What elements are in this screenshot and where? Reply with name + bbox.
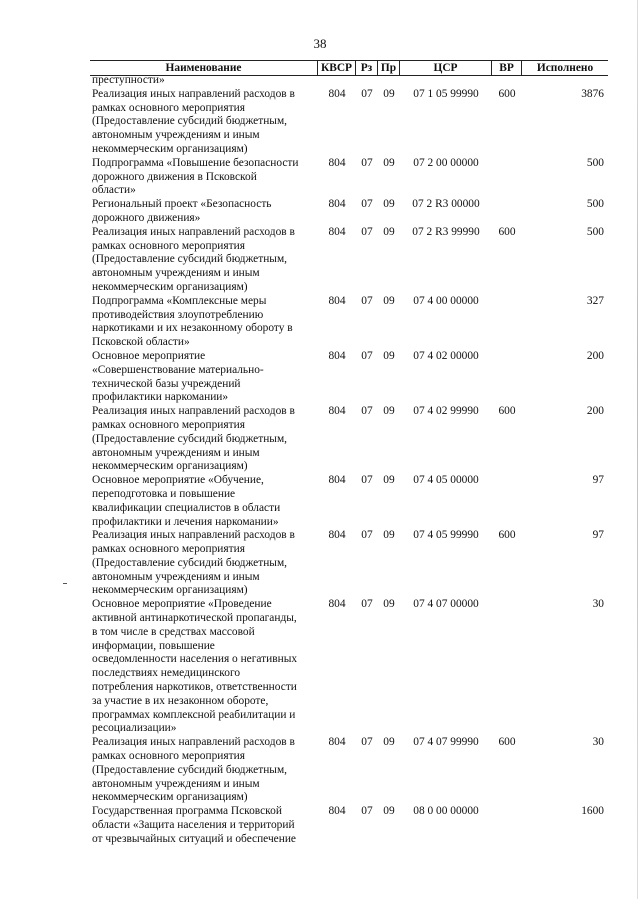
row-csr: 07 4 05 00000 — [413, 474, 479, 487]
row-done: 30 — [592, 598, 604, 611]
table-row — [90, 74, 608, 88]
row-name — [90, 529, 318, 598]
row-name-line: рамках основного мероприятия — [92, 101, 245, 114]
row-csr: 07 2 R3 00000 — [412, 198, 480, 211]
row-name-line: противодействия злоупотреблению — [92, 308, 264, 321]
row-done: 200 — [586, 405, 604, 418]
row-done — [522, 74, 608, 88]
row-name — [90, 350, 318, 405]
row-name-line: программах комплексной реабилитации и — [92, 708, 296, 721]
row-name-line: рамках основного мероприятия — [92, 543, 245, 556]
row-name-line: технической базы учреждений — [92, 377, 241, 390]
table-body — [90, 74, 608, 847]
row-name-line: (Предоставление субсидий бюджетным, — [92, 556, 287, 569]
table-row — [90, 226, 608, 295]
table-row — [90, 598, 608, 736]
header-name: Наименование — [90, 61, 318, 75]
row-vr — [492, 157, 522, 198]
row-name — [90, 295, 318, 350]
row-name-line: Реализация иных направлений расходов в — [92, 225, 295, 238]
row-name-line: «Совершенствование материально- — [92, 363, 264, 376]
row-csr: 07 4 05 99990 — [413, 529, 479, 542]
row-name-line: (Предоставление субсидий бюджетным, — [92, 253, 287, 266]
row-kvsr: 804 — [328, 736, 346, 749]
row-name-line: Основное мероприятие «Обучение, — [92, 474, 264, 487]
row-kvsr: 804 — [328, 474, 346, 487]
row-pr: 09 — [383, 598, 395, 611]
header-csr: ЦСР — [400, 61, 492, 75]
row-kvsr: 804 — [328, 805, 346, 818]
row-name-line: рамках основного мероприятия — [92, 239, 245, 252]
row-done: 97 — [592, 529, 604, 542]
row-name — [90, 805, 318, 846]
row-kvsr: 804 — [328, 198, 346, 211]
row-vr: 600 — [498, 87, 516, 100]
row-vr — [492, 295, 522, 350]
row-pr: 09 — [383, 198, 395, 211]
row-done: 327 — [586, 294, 604, 307]
header-pr: Пр — [378, 61, 400, 75]
row-name-line: (Предоставление субсидий бюджетным, — [92, 115, 287, 128]
row-kvsr: 804 — [328, 529, 346, 542]
row-name-line: Региональный проект «Безопасность — [92, 198, 272, 211]
row-csr: 07 4 02 99990 — [413, 405, 479, 418]
row-name — [90, 226, 318, 295]
row-name-line: области» — [92, 184, 136, 197]
row-name — [90, 598, 318, 736]
row-name-line: некоммерческим организациям) — [92, 142, 248, 155]
scan-edge — [637, 0, 638, 899]
row-name-line: Основное мероприятие — [92, 349, 206, 362]
row-kvsr: 804 — [328, 294, 346, 307]
table-row — [90, 529, 608, 598]
header-rz: Рз — [356, 61, 378, 75]
row-name-line: некоммерческим организациям) — [92, 791, 248, 804]
row-name-line: квалификации специалистов в области — [92, 501, 281, 514]
row-name-line: рамках основного мероприятия — [92, 418, 245, 431]
row-done: 30 — [592, 736, 604, 749]
row-name-line: некоммерческим организациям) — [92, 280, 248, 293]
row-csr: 08 0 00 00000 — [413, 805, 479, 818]
row-name-line: Подпрограмма «Повышение безопасности — [92, 156, 299, 169]
row-vr — [492, 598, 522, 736]
row-name-line: некоммерческим организациям) — [92, 460, 248, 473]
row-rz — [356, 74, 378, 88]
scan-mark — [63, 583, 67, 584]
row-name-line: дорожного движения в Псковской — [92, 170, 257, 183]
row-name-line: Подпрограмма «Комплексные меры — [92, 294, 267, 307]
row-name-line: потребления наркотиков, ответственности — [92, 681, 297, 694]
row-pr: 09 — [383, 474, 395, 487]
row-done: 3876 — [581, 87, 604, 100]
table-row — [90, 350, 608, 405]
row-csr — [400, 74, 492, 88]
row-name — [90, 736, 318, 805]
row-vr: 600 — [498, 405, 516, 418]
row-name-line: автономным учреждениям и иным — [92, 129, 260, 142]
row-name-line: автономным учреждениям и иным — [92, 570, 260, 583]
row-name — [90, 474, 318, 529]
row-rz: 07 — [361, 349, 373, 362]
table-row — [90, 88, 608, 157]
row-pr: 09 — [383, 225, 395, 238]
row-vr — [492, 474, 522, 529]
row-name — [90, 157, 318, 198]
row-rz: 07 — [361, 529, 373, 542]
row-csr: 07 4 02 00000 — [413, 349, 479, 362]
row-kvsr — [318, 74, 356, 88]
row-name-line: осведомленности населения о негативных — [92, 653, 298, 666]
row-rz: 07 — [361, 198, 373, 211]
row-name-line: от чрезвычайных ситуаций и обеспечение — [92, 832, 296, 845]
row-name-line: автономным учреждениям и иным — [92, 446, 260, 459]
row-pr: 09 — [383, 405, 395, 418]
row-name-line: (Предоставление субсидий бюджетным, — [92, 763, 287, 776]
row-name-line: информации, повышение — [92, 639, 215, 652]
row-name-line: некоммерческим организациям) — [92, 584, 248, 597]
row-kvsr: 804 — [328, 349, 346, 362]
row-kvsr: 804 — [328, 225, 346, 238]
row-rz: 07 — [361, 598, 373, 611]
row-name-line: ресоциализации» — [92, 722, 177, 735]
row-done: 1600 — [581, 805, 604, 818]
row-vr — [492, 198, 522, 226]
row-pr: 09 — [383, 805, 395, 818]
row-pr: 09 — [383, 156, 395, 169]
row-rz: 07 — [361, 294, 373, 307]
row-rz: 07 — [361, 405, 373, 418]
row-vr — [492, 74, 522, 88]
row-name-line: Псковской области» — [92, 336, 190, 349]
row-name-line: наркотиками и их незаконному обороту в — [92, 322, 293, 335]
row-pr: 09 — [383, 529, 395, 542]
row-name-line: Реализация иных направлений расходов в — [92, 736, 295, 749]
row-name — [90, 405, 318, 474]
row-pr: 09 — [383, 294, 395, 307]
row-rz: 07 — [361, 225, 373, 238]
table-row — [90, 405, 608, 474]
row-rz: 07 — [361, 87, 373, 100]
row-name-line: Реализация иных направлений расходов в — [92, 405, 295, 418]
row-name-line: в том числе в средствах массовой — [92, 625, 255, 638]
header-done: Исполнено — [536, 62, 594, 74]
row-csr: 07 4 00 00000 — [413, 294, 479, 307]
table-row — [90, 295, 608, 350]
row-rz: 07 — [361, 805, 373, 818]
row-name-line: (Предоставление субсидий бюджетным, — [92, 432, 287, 445]
row-name-line: дорожного движения» — [92, 211, 201, 224]
row-name-line: активной антинаркотической пропаганды, — [92, 612, 297, 625]
row-done: 500 — [586, 156, 604, 169]
row-done: 500 — [586, 225, 604, 238]
row-name-line: рамках основного мероприятия — [92, 750, 245, 763]
row-kvsr: 804 — [328, 87, 346, 100]
row-name-line: профилактики и лечения наркомании» — [92, 515, 279, 528]
row-csr: 07 2 R3 99990 — [412, 225, 480, 238]
row-name — [90, 88, 318, 157]
row-rz: 07 — [361, 156, 373, 169]
row-done: 97 — [592, 474, 604, 487]
row-csr: 07 4 07 99990 — [413, 736, 479, 749]
row-kvsr: 804 — [328, 405, 346, 418]
row-csr: 07 2 00 00000 — [413, 156, 479, 169]
row-done: 200 — [586, 349, 604, 362]
row-name-line: автономным учреждениям и иным — [92, 777, 260, 790]
row-vr — [492, 805, 522, 846]
row-vr: 600 — [498, 225, 516, 238]
page-number: 38 — [313, 36, 327, 51]
row-kvsr: 804 — [328, 156, 346, 169]
row-vr — [492, 350, 522, 405]
table-row — [90, 805, 608, 846]
row-pr — [378, 74, 400, 88]
row-name-line: Реализация иных направлений расходов в — [92, 529, 295, 542]
table-row — [90, 736, 608, 805]
row-rz: 07 — [361, 736, 373, 749]
row-name-line: автономным учреждениям и иным — [92, 267, 260, 280]
row-vr: 600 — [498, 529, 516, 542]
row-name-line: переподготовка и повышение — [92, 487, 236, 500]
row-name-line: Основное мероприятие «Проведение — [92, 598, 272, 611]
row-name-line: профилактики наркомании» — [92, 391, 229, 404]
row-rz: 07 — [361, 474, 373, 487]
row-name — [90, 74, 318, 88]
row-done: 500 — [586, 198, 604, 211]
row-name-line: за участие в их незаконном обороте, — [92, 694, 269, 707]
row-name-line: преступности» — [92, 74, 165, 86]
header-vr: ВР — [492, 61, 522, 75]
row-name-line: области «Защита населения и территорий — [92, 819, 295, 832]
row-name-line: Государственная программа Псковской — [92, 805, 282, 818]
row-csr: 07 4 07 00000 — [413, 598, 479, 611]
row-name-line: Реализация иных направлений расходов в — [92, 87, 295, 100]
row-pr: 09 — [383, 736, 395, 749]
row-name-line: последствиях немедицинского — [92, 667, 241, 680]
row-vr: 600 — [498, 736, 516, 749]
row-pr: 09 — [383, 87, 395, 100]
row-csr: 07 1 05 99990 — [413, 87, 479, 100]
table-row — [90, 474, 608, 529]
header-kvsr: КВСР — [318, 61, 356, 75]
table-row — [90, 198, 608, 226]
row-pr: 09 — [383, 349, 395, 362]
row-name — [90, 198, 318, 226]
row-kvsr: 804 — [328, 598, 346, 611]
table-row — [90, 157, 608, 198]
